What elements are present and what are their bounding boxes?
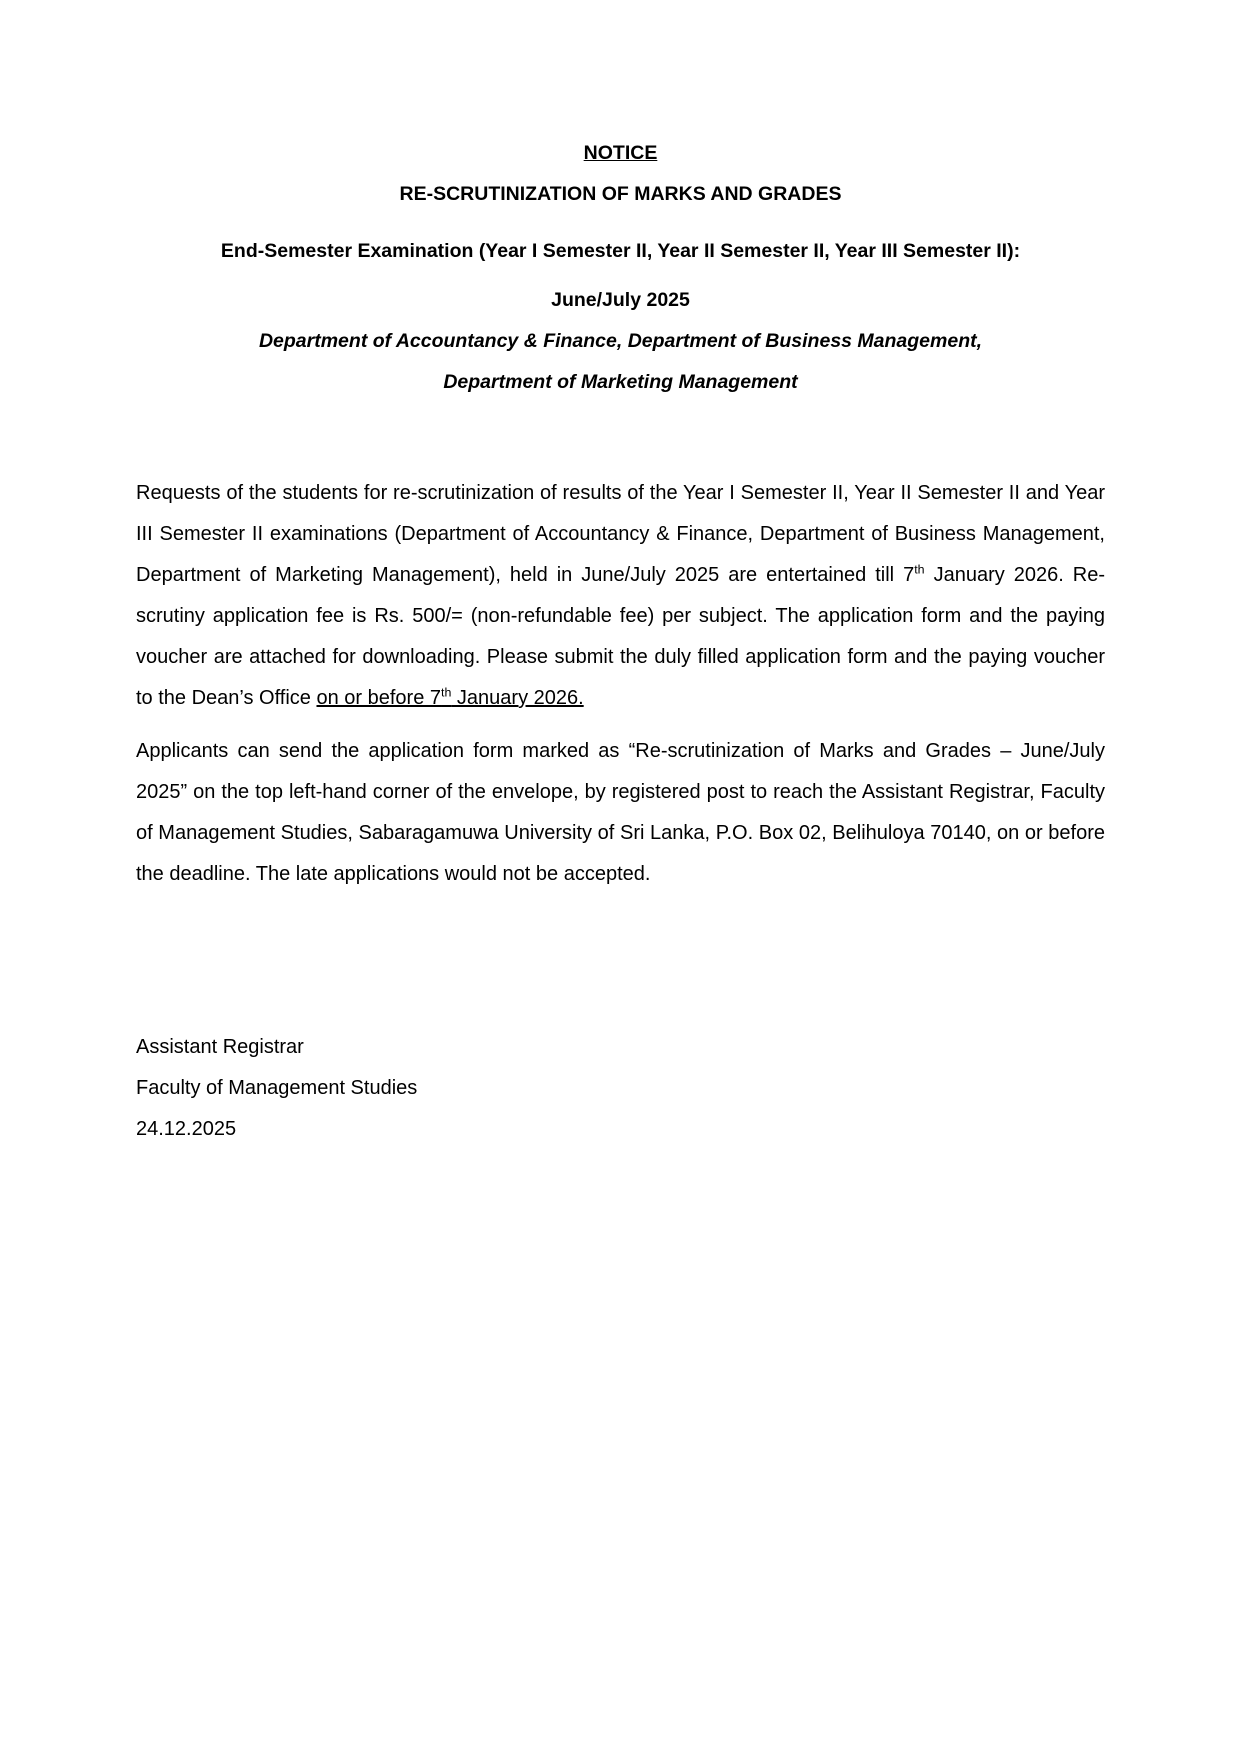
signatory-title: Assistant Registrar xyxy=(136,1036,304,1058)
departments-line-1: Department of Accountancy & Finance, Department of Business Management, xyxy=(258,330,983,352)
departments-line-2: Department of Marketing Management xyxy=(443,371,798,393)
exam-session-heading: June/July 2025 xyxy=(551,289,690,311)
signature-block xyxy=(136,1027,1105,1150)
body-paragraph-2: Applicants can send the application form marked as “Re-scrutinization of Marks and Grades – June/July 2025” on the top left-hand corner of the envelope, by registered post to reach the Assistant Registrar, Faculty of Management Studies, Sabaragamuwa University of Sri Lanka, P.O. Box 02, Belihuloya 70140, on or before the deadline. The late applications would not be accepted. xyxy=(136,740,1105,885)
signatory-faculty: Faculty of Management Studies xyxy=(136,1077,418,1099)
body-paragraph-1: Requests of the students for re-scrutinization of results of the Year I Semester II, Year II Semester II and Year III Semester II examinations (Department of Accountancy & Finance, Department of Business Management, Department of Marketing Management), held in June/July 2025 are entertained till 7th January 2026. Re-scrutiny application fee is Rs. 500/= (non-refundable fee) per subject. The application form and the paying voucher are attached for downloading. Please submit the duly filled application form and the paying voucher to the Dean’s Office on or before 7th January 2026. xyxy=(136,482,1105,709)
exam-heading: End-Semester Examination (Year I Semester II, Year II Semester II, Year III Semester II): xyxy=(220,240,1021,262)
notice-date: 24.12.2025 xyxy=(136,1118,237,1140)
notice-title: NOTICE xyxy=(583,142,658,164)
notice-subtitle: RE-SCRUTINIZATION OF MARKS AND GRADES xyxy=(399,183,842,205)
